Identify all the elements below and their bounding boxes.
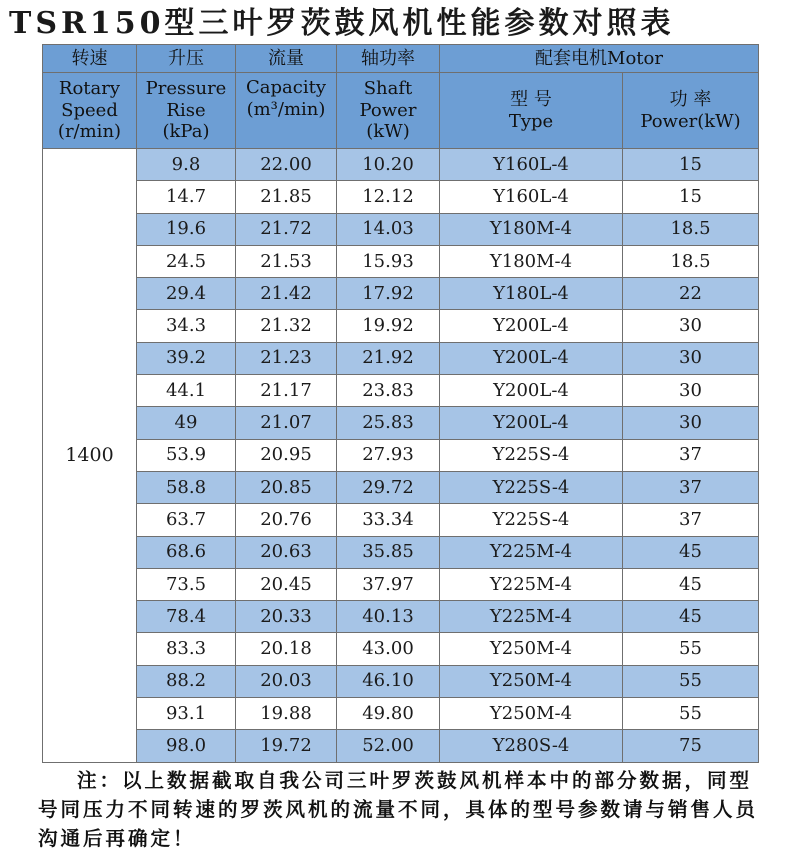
- power-cell: 75: [623, 730, 759, 762]
- table-row: [43, 310, 759, 342]
- pressure-cell: 29.4: [137, 278, 236, 310]
- capacity-cell: 21.42: [236, 278, 337, 310]
- power-cell: 45: [623, 536, 759, 568]
- type-cell: Y180M-4: [440, 213, 623, 245]
- shaft-cell: 33.34: [337, 504, 440, 536]
- power-header: [623, 73, 759, 149]
- pressure-cell: 63.7: [137, 504, 236, 536]
- power-cell: 45: [623, 601, 759, 633]
- motor-header: 配套电机Motor: [440, 45, 759, 73]
- table-row: [43, 730, 759, 762]
- capacity-header-en1: Capacity: [246, 77, 326, 98]
- table-body: [43, 149, 759, 763]
- power-cell: 55: [623, 633, 759, 665]
- speed-header-en: [43, 73, 137, 149]
- power-cell: 30: [623, 310, 759, 342]
- type-cell: Y200L-4: [440, 342, 623, 374]
- table-row: [43, 601, 759, 633]
- capacity-cell: 19.88: [236, 698, 337, 730]
- type-cell: Y225S-4: [440, 504, 623, 536]
- pressure-cell: 34.3: [137, 310, 236, 342]
- power-header-en: Power(kW): [640, 110, 741, 132]
- pressure-cell: 83.3: [137, 633, 236, 665]
- capacity-cell: 20.76: [236, 504, 337, 536]
- table-header: [43, 45, 759, 149]
- power-cell: 37: [623, 439, 759, 471]
- shaft-cell: 37.97: [337, 568, 440, 600]
- power-cell: 55: [623, 698, 759, 730]
- power-cell: 37: [623, 504, 759, 536]
- shaft-cell: 21.92: [337, 342, 440, 374]
- table-row: [43, 278, 759, 310]
- shaft-cell: 46.10: [337, 665, 440, 697]
- capacity-cell: 21.23: [236, 342, 337, 374]
- pressure-cell: 53.9: [137, 439, 236, 471]
- footnote: 注：以上数据截取自我公司三叶罗茨鼓风机样本中的部分数据，同型号同压力不同转速的罗茨风机的流量不同，具体的型号参数请与销售人员沟通后再确定！: [38, 769, 759, 850]
- power-cell: 30: [623, 407, 759, 439]
- pressure-cell: 9.8: [137, 149, 236, 181]
- capacity-cell: 20.33: [236, 601, 337, 633]
- performance-table-wrapper: [42, 44, 759, 763]
- page-title: TSR150型三叶罗茨鼓风机性能参数对照表: [9, 6, 675, 41]
- table-row: [43, 213, 759, 245]
- power-cell: 30: [623, 342, 759, 374]
- capacity-cell: 20.18: [236, 633, 337, 665]
- power-cell: 45: [623, 568, 759, 600]
- shaft-cell: 10.20: [337, 149, 440, 181]
- capacity-cell: 21.85: [236, 181, 337, 213]
- table-row: [43, 665, 759, 697]
- pressure-cell: 93.1: [137, 698, 236, 730]
- capacity-cell: 21.32: [236, 310, 337, 342]
- pressure-cell: 88.2: [137, 665, 236, 697]
- shaft-header-en1: Shaft: [363, 77, 413, 99]
- type-header: [440, 73, 623, 149]
- type-cell: Y250M-4: [440, 665, 623, 697]
- pressure-header-unit: (kPa): [162, 121, 210, 143]
- capacity-cell: 20.63: [236, 536, 337, 568]
- capacity-cell: 20.03: [236, 665, 337, 697]
- table-row: [43, 181, 759, 213]
- capacity-header-cn: 流量: [236, 45, 337, 73]
- shaft-cell: 35.85: [337, 536, 440, 568]
- table-row: [43, 471, 759, 503]
- power-cell: 55: [623, 665, 759, 697]
- shaft-cell: 25.83: [337, 407, 440, 439]
- type-cell: Y250M-4: [440, 633, 623, 665]
- power-cell: 18.5: [623, 245, 759, 277]
- pressure-cell: 58.8: [137, 471, 236, 503]
- shaft-header-en: [337, 73, 440, 149]
- type-cell: Y160L-4: [440, 149, 623, 181]
- type-cell: Y180M-4: [440, 245, 623, 277]
- capacity-header-unit: (m³/min): [246, 98, 326, 120]
- type-cell: Y225M-4: [440, 568, 623, 600]
- type-cell: Y225S-4: [440, 471, 623, 503]
- type-cell: Y250M-4: [440, 698, 623, 730]
- power-cell: 30: [623, 375, 759, 407]
- capacity-cell: 19.72: [236, 730, 337, 762]
- table-row: [43, 698, 759, 730]
- type-cell: Y225M-4: [440, 536, 623, 568]
- speed-value-cell: 1400: [43, 149, 137, 763]
- type-header-cn: 型 号: [510, 88, 552, 110]
- table-row: [43, 149, 759, 181]
- shaft-cell: 43.00: [337, 633, 440, 665]
- pressure-header-en: [137, 73, 236, 149]
- table-row: [43, 504, 759, 536]
- speed-header-en1: Rotary: [58, 77, 121, 99]
- type-cell: Y280S-4: [440, 730, 623, 762]
- shaft-cell: 52.00: [337, 730, 440, 762]
- capacity-cell: 20.45: [236, 568, 337, 600]
- table-row: [43, 536, 759, 568]
- type-cell: Y225S-4: [440, 439, 623, 471]
- shaft-cell: 19.92: [337, 310, 440, 342]
- shaft-cell: 40.13: [337, 601, 440, 633]
- table-row: [43, 568, 759, 600]
- pressure-cell: 19.6: [137, 213, 236, 245]
- type-cell: Y200L-4: [440, 310, 623, 342]
- pressure-cell: 78.4: [137, 601, 236, 633]
- shaft-cell: 29.72: [337, 471, 440, 503]
- shaft-header-en2: Power: [359, 99, 417, 121]
- speed-header-en2: Speed: [61, 99, 118, 121]
- performance-table: [42, 44, 759, 763]
- pressure-cell: 98.0: [137, 730, 236, 762]
- speed-header-unit: (r/min): [57, 121, 122, 143]
- shaft-cell: 49.80: [337, 698, 440, 730]
- type-cell: Y225M-4: [440, 601, 623, 633]
- type-cell: Y160L-4: [440, 181, 623, 213]
- power-cell: 18.5: [623, 213, 759, 245]
- shaft-cell: 23.83: [337, 375, 440, 407]
- type-header-en: Type: [508, 110, 554, 132]
- capacity-cell: 21.53: [236, 245, 337, 277]
- pressure-header-cn: 升压: [137, 45, 236, 73]
- pressure-cell: 44.1: [137, 375, 236, 407]
- shaft-header-unit: (kW): [366, 121, 410, 143]
- power-cell: 15: [623, 181, 759, 213]
- table-row: [43, 375, 759, 407]
- power-header-cn: 功 率: [669, 88, 712, 110]
- capacity-cell: 20.95: [236, 439, 337, 471]
- shaft-cell: 14.03: [337, 213, 440, 245]
- capacity-cell: 21.17: [236, 375, 337, 407]
- pressure-cell: 73.5: [137, 568, 236, 600]
- table-row: [43, 245, 759, 277]
- capacity-cell: 21.07: [236, 407, 337, 439]
- shaft-cell: 17.92: [337, 278, 440, 310]
- capacity-cell: 21.72: [236, 213, 337, 245]
- pressure-header-en1: Pressure: [145, 77, 227, 99]
- pressure-cell: 68.6: [137, 536, 236, 568]
- pressure-header-en2: Rise: [166, 99, 206, 121]
- table-row: [43, 633, 759, 665]
- pressure-cell: 14.7: [137, 181, 236, 213]
- capacity-cell: 20.85: [236, 471, 337, 503]
- type-cell: Y180L-4: [440, 278, 623, 310]
- pressure-cell: 49: [137, 407, 236, 439]
- shaft-header-cn: 轴功率: [337, 45, 440, 73]
- table-row: [43, 407, 759, 439]
- pressure-cell: 24.5: [137, 245, 236, 277]
- shaft-cell: 27.93: [337, 439, 440, 471]
- table-row: [43, 342, 759, 374]
- shaft-cell: 15.93: [337, 245, 440, 277]
- speed-header-cn: 转速: [43, 45, 137, 73]
- capacity-cell: 22.00: [236, 149, 337, 181]
- capacity-header-en: [236, 73, 337, 149]
- pressure-cell: 39.2: [137, 342, 236, 374]
- power-cell: 15: [623, 149, 759, 181]
- power-cell: 22: [623, 278, 759, 310]
- type-cell: Y200L-4: [440, 407, 623, 439]
- power-cell: 37: [623, 471, 759, 503]
- table-row: [43, 439, 759, 471]
- type-cell: Y200L-4: [440, 375, 623, 407]
- shaft-cell: 12.12: [337, 181, 440, 213]
